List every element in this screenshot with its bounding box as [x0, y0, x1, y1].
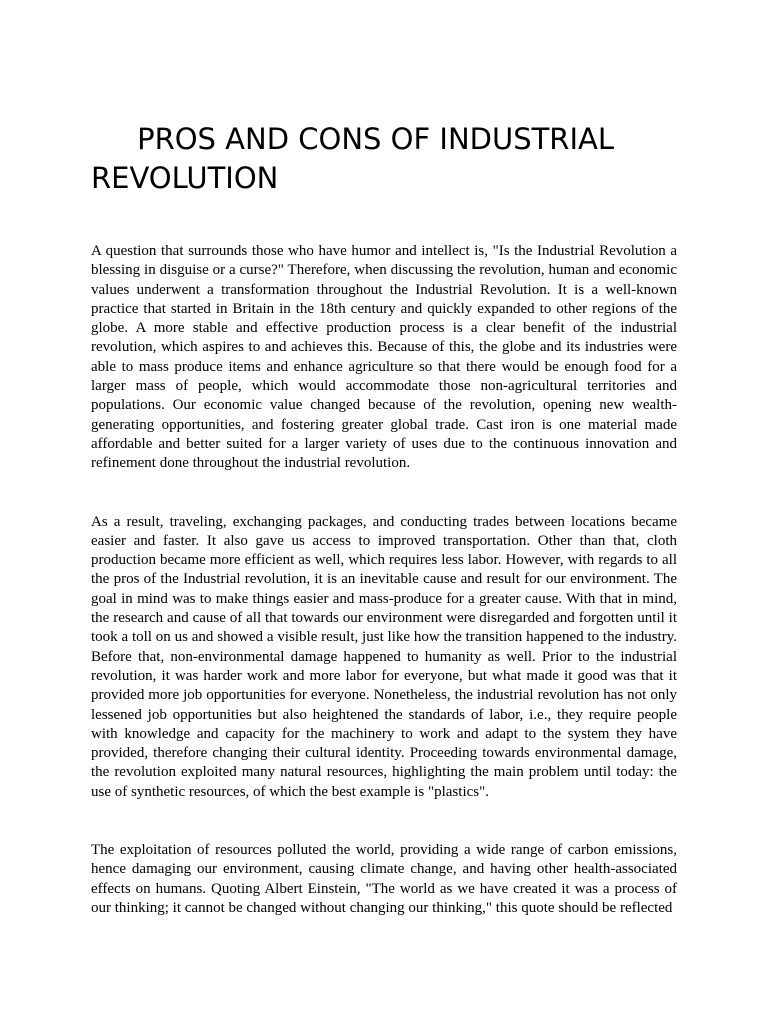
- paragraph-3: The exploitation of resources polluted the world, providing a wide range of carbon emissions, hence damaging our environment, causing climate change, and having other health-associated effects on humans. Quoting Albert Einstein, "The world as we have created it was a process of our thinking; it cannot be changed without changing our thinking," this quote should be reflected: [91, 842, 677, 916]
- document-page: [91, 120, 677, 918]
- paragraph-2: As a result, traveling, exchanging packages, and conducting trades between locations became easier and faster. It also gave us access to improved transportation. Other than that, cloth production became more efficient as well, which requires less labor. However, with regards to all the pros of the Industrial revolution, it is an inevitable cause and result for our environment. The goal in mind was to make things easier and mass-produce for a greater cause. With that in mind, the research and cause of all that towards our environment were disregarded and forgotten until it took a toll on us and showed a visible result, just like how the transition happened to the industry. Before that, non-environmental damage happened to humanity as well. Prior to the industrial revolution, it was harder work and more labor for everyone, but what made it good was that it provided more job opportunities for everyone. Nonetheless, the industrial revolution has not only lessened job opportunities but also heightened the standards of labor, i.e., they require people with knowledge and capacity for the machinery to work and adapt to the system they have provided, therefore changing their cultural identity. Proceeding towards environmental damage, the revolution exploited many natural resources, highlighting the main problem until today: the use of synthetic resources, of which the best example is "plastics".: [91, 513, 677, 800]
- document-title: PROS AND CONS OF INDUSTRIAL REVOLUTION: [91, 122, 624, 195]
- paragraph-1: A question that surrounds those who have humor and intellect is, "Is the Industrial Revolution a blessing in disguise or a curse?" Therefore, when discussing the revolution, human and economic values underwent a transformation throughout the Industrial Revolution. It is a well-known practice that started in Britain in the 18th century and quickly expanded to other regions of the globe. A more stable and effective production process is a clear benefit of the industrial revolution, which aspires to and achieves this. Because of this, the globe and its industries were able to mass produce items and enhance agriculture so that there would be enough food for a larger mass of people, which would accommodate those non-agricultural territories and populations. Our economic value changed because of the revolution, opening new wealth-generating opportunities, and fostering greater global trade. Cast iron is one material made affordable and better suited for a larger variety of uses due to the continuous innovation and refinement done throughout the industrial revolution.: [91, 243, 677, 472]
